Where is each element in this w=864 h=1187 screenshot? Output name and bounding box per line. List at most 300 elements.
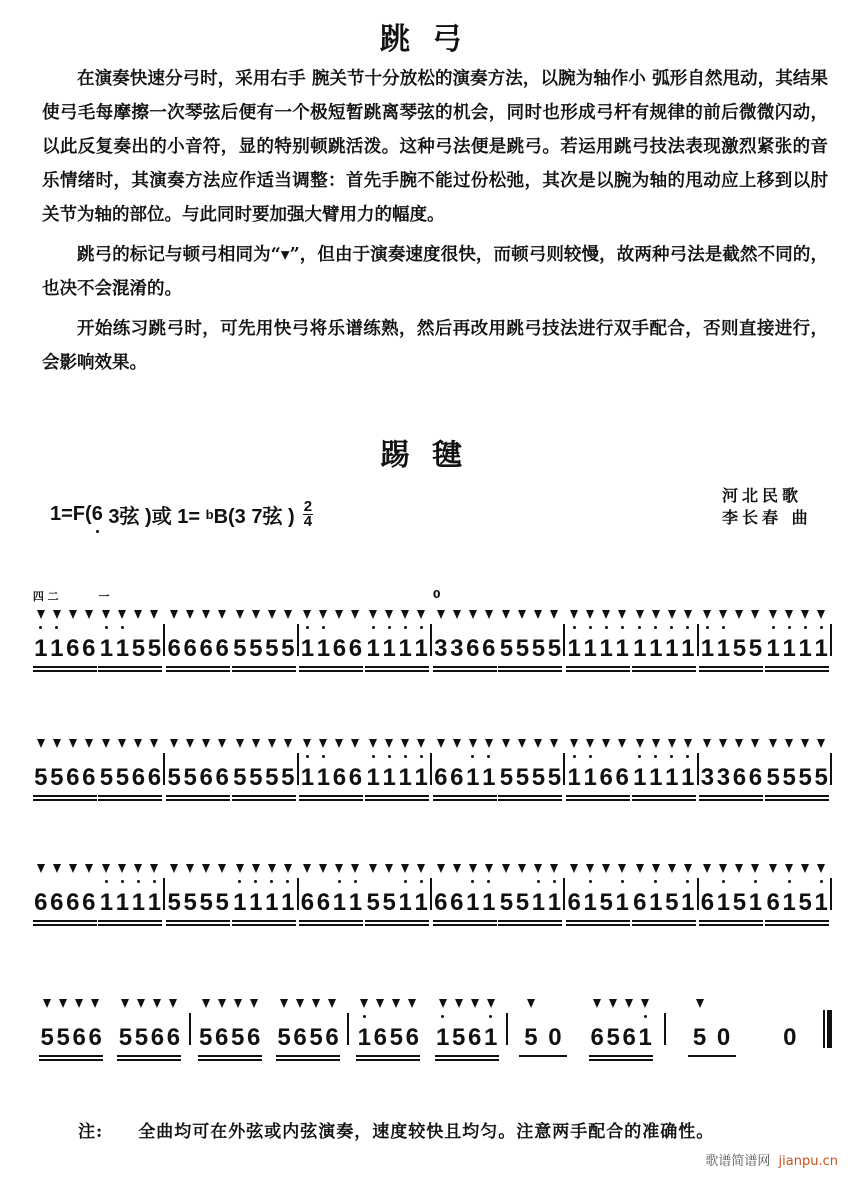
high-octave-dot-icon (670, 755, 673, 758)
note: 1 (680, 638, 696, 660)
note-group (356, 1024, 420, 1057)
staccato-mark-icon (137, 999, 145, 1008)
note: 1 (582, 892, 598, 914)
note: 1 (614, 892, 630, 914)
high-octave-dot-icon (621, 626, 624, 629)
note: 5 (381, 892, 397, 914)
note-group (699, 889, 763, 922)
note-group (498, 764, 562, 797)
staccato-mark-icon (408, 999, 416, 1008)
staccato-mark-icon (153, 999, 161, 1008)
watermark (705, 1150, 838, 1169)
note: 1 (546, 892, 562, 914)
score-row (32, 852, 832, 922)
high-octave-dot-icon (404, 626, 407, 629)
staccato-mark-icon (186, 739, 194, 748)
staccato-mark-icon (385, 739, 393, 748)
note: 5 (232, 767, 248, 789)
note-group (433, 889, 497, 922)
time-bottom: 4 (303, 513, 313, 530)
high-octave-dot-icon (153, 880, 156, 883)
note: 5 (166, 767, 182, 789)
note-group (166, 889, 230, 922)
note: 1 (49, 638, 65, 660)
measure (299, 852, 430, 922)
staccato-mark-icon (453, 864, 461, 873)
staccato-mark-icon (801, 610, 809, 619)
staccato-mark-icon (134, 610, 142, 619)
staccato-mark-icon (570, 610, 578, 619)
staccato-mark-icon (785, 610, 793, 619)
note-group (98, 590, 162, 668)
staccato-mark-icon (471, 999, 479, 1008)
staccato-mark-icon (85, 864, 93, 873)
high-octave-dot-icon (354, 880, 357, 883)
note: 6 (404, 1027, 420, 1049)
high-octave-dot-icon (722, 880, 725, 883)
measure (191, 987, 348, 1057)
watermark-site: 歌谱简谱网 (705, 1154, 771, 1169)
note: 1 (146, 892, 162, 914)
note: 5 (498, 892, 514, 914)
high-octave-dot-icon (404, 880, 407, 883)
note: 5 (546, 638, 562, 660)
note-group (589, 1024, 653, 1057)
measure (565, 598, 696, 668)
staccato-mark-icon (351, 739, 359, 748)
note: 5 (765, 767, 781, 789)
high-octave-dot-icon (306, 755, 309, 758)
staccato-mark-icon (769, 610, 777, 619)
staccato-mark-icon (236, 739, 244, 748)
high-octave-dot-icon (372, 626, 375, 629)
note: 6 (614, 767, 630, 789)
paragraph-2: 跳弓的标记与顿弓相同为“▾”，但由于演奏速度很快，而顿弓则较慢，故两种弓法是截然不同的，也决不会混淆的。 (42, 245, 828, 299)
staccato-mark-icon (527, 999, 535, 1008)
staccato-mark-icon (735, 610, 743, 619)
staccato-mark-icon (150, 610, 158, 619)
staccato-mark-icon (268, 739, 276, 748)
note: 6 (331, 767, 347, 789)
staccato-mark-icon (236, 864, 244, 873)
staccato-mark-icon (335, 610, 343, 619)
staccato-mark-icon (485, 864, 493, 873)
staccato-mark-icon (303, 739, 311, 748)
staccato-mark-icon (684, 610, 692, 619)
high-octave-dot-icon (621, 880, 624, 883)
barline (830, 878, 832, 910)
note-group (33, 889, 97, 922)
note: 6 (166, 638, 182, 660)
measure (165, 852, 296, 922)
note: 1 (315, 767, 331, 789)
note-group (232, 635, 296, 668)
staccato-mark-icon (150, 739, 158, 748)
note: 5 (546, 767, 562, 789)
staccato-mark-icon (636, 739, 644, 748)
key-part-1: 1=F( (50, 503, 92, 525)
note: 0 (783, 1024, 797, 1051)
note: 5 (530, 767, 546, 789)
note: 6 (214, 638, 230, 660)
staccato-mark-icon (369, 739, 377, 748)
note: 1 (315, 638, 331, 660)
note: 1 (481, 767, 497, 789)
staccato-mark-icon (252, 864, 260, 873)
staccato-mark-icon (252, 739, 260, 748)
staccato-mark-icon (351, 864, 359, 873)
note: 5 (530, 638, 546, 660)
high-octave-dot-icon (654, 755, 657, 758)
footnote-text: 全曲均可在外弦或内弦演奏，速度较快且均匀。注意两手配合的准确性。 (138, 1122, 715, 1142)
staccato-mark-icon (392, 999, 400, 1008)
song-attribution (722, 485, 812, 529)
staccato-mark-icon (817, 610, 825, 619)
note: 5 (519, 1027, 543, 1049)
flat-sign: b (205, 507, 214, 522)
staccato-mark-icon (218, 610, 226, 619)
note: 6 (130, 767, 146, 789)
measure (165, 598, 296, 668)
measure (432, 588, 563, 668)
high-octave-dot-icon (55, 626, 58, 629)
high-octave-dot-icon (820, 880, 823, 883)
high-octave-dot-icon (706, 626, 709, 629)
fingering-annotation: 0 (432, 588, 441, 601)
note: 1 (614, 638, 630, 660)
note: 6 (632, 892, 648, 914)
staccato-mark-icon (328, 999, 336, 1008)
note: 1 (715, 638, 731, 660)
note-group (765, 635, 829, 668)
note: 1 (664, 638, 680, 660)
staccato-mark-icon (570, 864, 578, 873)
note-group (432, 588, 497, 668)
high-octave-dot-icon (644, 1015, 647, 1018)
staccato-mark-icon (652, 864, 660, 873)
note: 6 (214, 1027, 230, 1049)
note: 1 (648, 892, 664, 914)
note: 5 (248, 767, 264, 789)
high-octave-dot-icon (322, 626, 325, 629)
staccato-mark-icon (401, 610, 409, 619)
staccato-mark-icon (534, 864, 542, 873)
staccato-mark-icon (385, 864, 393, 873)
note-group (232, 764, 296, 797)
staccato-mark-icon (602, 739, 610, 748)
note: 6 (449, 892, 465, 914)
note: 5 (264, 638, 280, 660)
staccato-mark-icon (751, 864, 759, 873)
staccato-mark-icon (102, 864, 110, 873)
note: 1 (381, 638, 397, 660)
staccato-mark-icon (102, 610, 110, 619)
staccato-mark-icon (170, 610, 178, 619)
note-group (632, 764, 696, 797)
staccato-mark-icon (134, 864, 142, 873)
note: 6 (299, 892, 315, 914)
staccato-mark-icon (586, 739, 594, 748)
staccato-mark-icon (437, 864, 445, 873)
high-octave-dot-icon (605, 626, 608, 629)
staccato-mark-icon (618, 739, 626, 748)
note-group (699, 764, 763, 797)
staccato-mark-icon (376, 999, 384, 1008)
staccato-mark-icon (703, 864, 711, 873)
note: 1 (232, 892, 248, 914)
staccato-mark-icon (303, 610, 311, 619)
note: 6 (699, 892, 715, 914)
staccato-mark-icon (719, 739, 727, 748)
staccato-mark-icon (37, 610, 45, 619)
note: 5 (388, 1027, 404, 1049)
note: 1 (530, 892, 546, 914)
note-group (498, 889, 562, 922)
staccato-mark-icon (268, 864, 276, 873)
staccato-mark-icon (602, 610, 610, 619)
note: 6 (165, 1027, 181, 1049)
measure (565, 727, 696, 797)
staccato-mark-icon (218, 864, 226, 873)
paragraph-3: 开始练习跳弓时，可先用快弓将乐谱练熟，然后再改用跳弓技法进行双手配合，否则直接进行，会影响效果。 (42, 319, 828, 373)
staccato-mark-icon (296, 999, 304, 1008)
note: 1 (365, 638, 381, 660)
high-octave-dot-icon (471, 755, 474, 758)
staccato-mark-icon (417, 610, 425, 619)
note: 6 (87, 1027, 103, 1049)
note: 5 (166, 892, 182, 914)
song-composer: 李长春 曲 (722, 508, 812, 527)
note: 5 (813, 767, 829, 789)
note: 5 (130, 638, 146, 660)
measure (32, 590, 163, 668)
note: 5 (781, 767, 797, 789)
note: 1 (664, 767, 680, 789)
high-octave-dot-icon (638, 755, 641, 758)
staccato-mark-icon (150, 864, 158, 873)
high-octave-dot-icon (487, 755, 490, 758)
high-octave-dot-icon (105, 880, 108, 883)
note-group (299, 889, 363, 922)
song-title: 踢毽 (380, 438, 484, 473)
section-title-tiaogong: 跳弓 (380, 22, 484, 57)
note: 5 (797, 767, 813, 789)
staccato-mark-icon (53, 610, 61, 619)
staccato-mark-icon (169, 999, 177, 1008)
note: 6 (65, 892, 81, 914)
staccato-mark-icon (236, 610, 244, 619)
staccato-mark-icon (453, 739, 461, 748)
note: 6 (621, 1027, 637, 1049)
note-group (632, 889, 696, 922)
key-part-3: B(3 7弦 ) (213, 506, 295, 528)
staccato-mark-icon (769, 739, 777, 748)
note-group (435, 1024, 499, 1057)
high-octave-dot-icon (238, 880, 241, 883)
note: 6 (149, 1027, 165, 1049)
staccato-mark-icon (102, 739, 110, 748)
note: 3 (715, 767, 731, 789)
high-octave-dot-icon (686, 755, 689, 758)
song-origin: 河北民歌 (722, 486, 803, 505)
staccato-mark-icon (85, 739, 93, 748)
staccato-mark-icon (202, 610, 210, 619)
staccato-mark-icon (469, 610, 477, 619)
high-octave-dot-icon (654, 880, 657, 883)
staccato-mark-icon (234, 999, 242, 1008)
note: 1 (331, 892, 347, 914)
watermark-domain: jianpu.cn (778, 1154, 838, 1169)
staccato-mark-icon (118, 864, 126, 873)
staccato-mark-icon (703, 739, 711, 748)
note: 6 (246, 1027, 262, 1049)
note: 5 (146, 638, 162, 660)
staccato-mark-icon (719, 610, 727, 619)
measure (32, 987, 189, 1057)
high-octave-dot-icon (270, 880, 273, 883)
note: 6 (315, 892, 331, 914)
high-octave-dot-icon (471, 880, 474, 883)
note: 5 (182, 767, 198, 789)
high-octave-dot-icon (441, 1015, 444, 1018)
note: 6 (81, 767, 97, 789)
note: 0 (716, 1024, 731, 1051)
staccato-mark-icon (170, 739, 178, 748)
measure (165, 727, 296, 797)
staccato-mark-icon (69, 864, 77, 873)
note-group (498, 635, 562, 668)
note: 1 (280, 892, 296, 914)
staccato-mark-icon (43, 999, 51, 1008)
high-octave-dot-icon (670, 626, 673, 629)
staccato-mark-icon (751, 739, 759, 748)
measure (699, 727, 830, 797)
staccato-mark-icon (769, 864, 777, 873)
staccato-mark-icon (284, 739, 292, 748)
high-octave-dot-icon (420, 626, 423, 629)
staccato-mark-icon (37, 739, 45, 748)
note: 5 (514, 638, 530, 660)
note: 1 (481, 892, 497, 914)
measure (699, 852, 830, 922)
note: 6 (198, 767, 214, 789)
staccato-mark-icon (534, 739, 542, 748)
staccato-mark-icon (453, 610, 461, 619)
high-octave-dot-icon (306, 626, 309, 629)
high-octave-dot-icon (420, 755, 423, 758)
staccato-mark-icon (817, 739, 825, 748)
note: 6 (433, 767, 449, 789)
staccato-mark-icon (37, 864, 45, 873)
note: 6 (467, 1027, 483, 1049)
note: 1 (114, 892, 130, 914)
note: 6 (765, 892, 781, 914)
note: 1 (299, 767, 315, 789)
staccato-mark-icon (518, 610, 526, 619)
note: 5 (182, 892, 198, 914)
staccato-mark-icon (170, 864, 178, 873)
staccato-mark-icon (485, 739, 493, 748)
note: 6 (182, 638, 198, 660)
note: 1 (680, 892, 696, 914)
staccato-mark-icon (550, 610, 558, 619)
staccato-mark-icon (121, 999, 129, 1008)
measure (432, 727, 563, 797)
staccato-mark-icon (609, 999, 617, 1008)
high-octave-dot-icon (137, 880, 140, 883)
high-octave-dot-icon (722, 626, 725, 629)
staccato-mark-icon (641, 999, 649, 1008)
note: 1 (98, 892, 114, 914)
time-top: 2 (303, 498, 313, 515)
staccato-mark-icon (469, 864, 477, 873)
key-signature (50, 500, 313, 529)
note: 6 (372, 1027, 388, 1049)
note: 1 (765, 638, 781, 660)
note-group (566, 764, 630, 797)
note-group (688, 1024, 736, 1057)
note-group (39, 1024, 103, 1057)
note-group (33, 764, 97, 797)
note: 6 (747, 767, 763, 789)
high-octave-dot-icon (286, 880, 289, 883)
staccato-mark-icon (684, 739, 692, 748)
note: 1 (637, 1027, 653, 1049)
staccato-mark-icon (550, 864, 558, 873)
staccato-mark-icon (668, 610, 676, 619)
staccato-mark-icon (487, 999, 495, 1008)
staccato-mark-icon (85, 610, 93, 619)
note: 6 (81, 638, 97, 660)
staccato-mark-icon (312, 999, 320, 1008)
note-group (566, 635, 630, 668)
staccato-mark-icon (550, 739, 558, 748)
note: 6 (481, 638, 497, 660)
staccato-mark-icon (668, 864, 676, 873)
staccato-mark-icon (53, 739, 61, 748)
note: 3 (433, 638, 449, 660)
high-octave-dot-icon (322, 755, 325, 758)
staccato-mark-icon (118, 739, 126, 748)
high-octave-dot-icon (573, 626, 576, 629)
note: 1 (781, 638, 797, 660)
note: 1 (347, 892, 363, 914)
staccato-mark-icon (534, 610, 542, 619)
staccato-mark-icon (369, 864, 377, 873)
staccato-mark-icon (593, 999, 601, 1008)
staccato-mark-icon (785, 864, 793, 873)
staccato-mark-icon (284, 864, 292, 873)
staccato-mark-icon (602, 864, 610, 873)
staccato-mark-icon (801, 864, 809, 873)
staccato-mark-icon (202, 739, 210, 748)
high-octave-dot-icon (754, 880, 757, 883)
staccato-mark-icon (703, 610, 711, 619)
measure (565, 852, 696, 922)
note: 6 (731, 767, 747, 789)
note: 6 (71, 1027, 87, 1049)
high-octave-dot-icon (589, 755, 592, 758)
note: 1 (747, 892, 763, 914)
note: 5 (280, 638, 296, 660)
staccato-mark-icon (335, 864, 343, 873)
note-group (166, 764, 230, 797)
note: 5 (797, 892, 813, 914)
note-group (276, 1024, 340, 1057)
measure (32, 727, 163, 797)
note-group (232, 889, 296, 922)
final-barline (823, 1010, 832, 1048)
